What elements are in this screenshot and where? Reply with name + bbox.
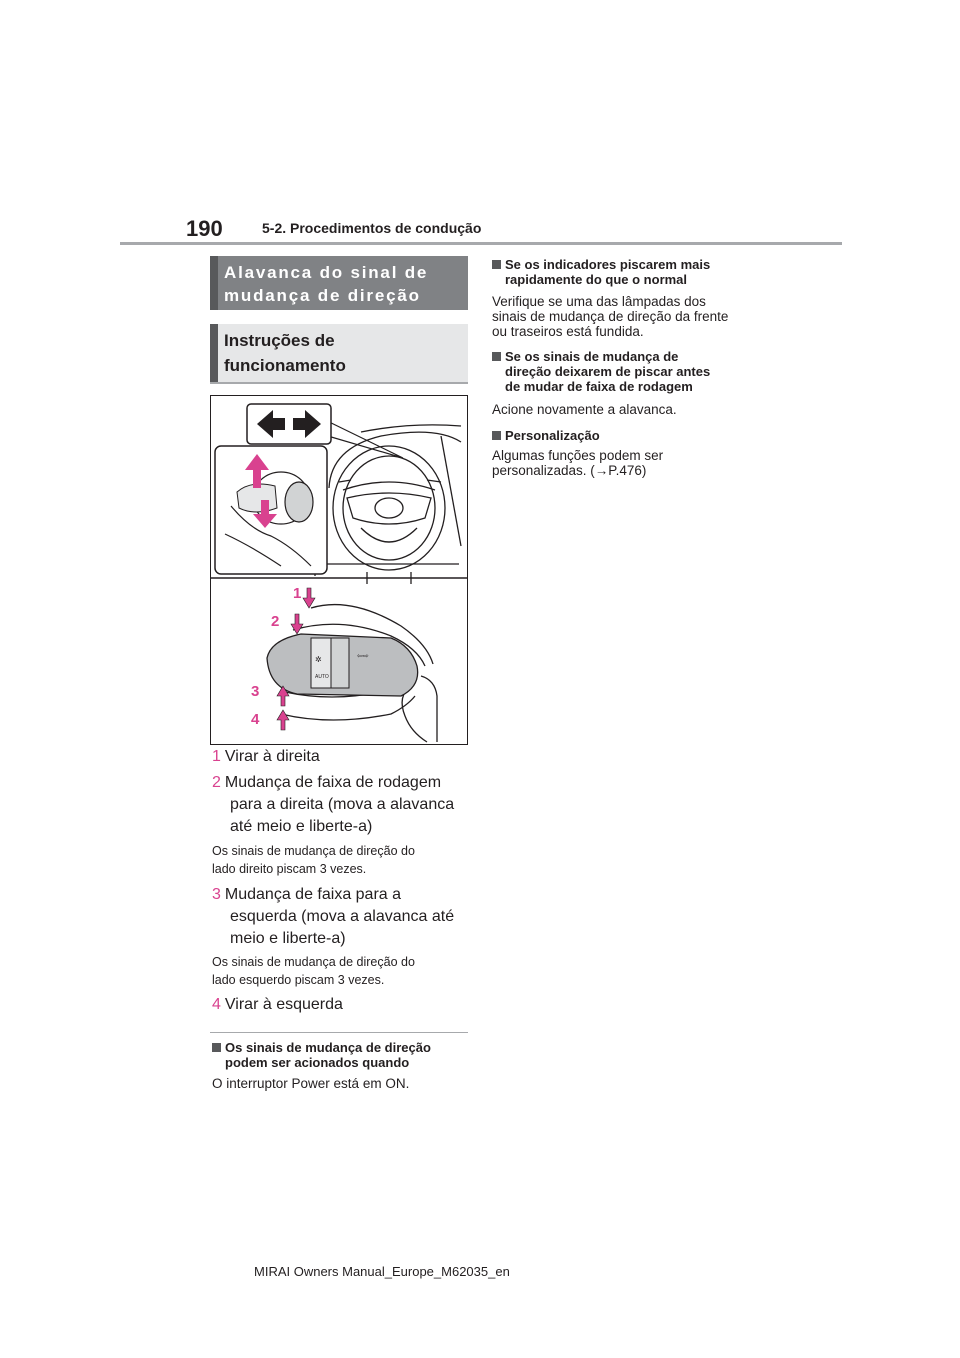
subbanner-title-line-2: funcionamento: [224, 356, 346, 375]
step-1: [212, 746, 470, 768]
step-2: [212, 772, 470, 838]
page-number: 190: [186, 216, 223, 241]
square-bullet-icon: [492, 260, 501, 269]
note-left-line-1: Os sinais de mudança de direção do: [212, 955, 415, 969]
callout-3: 3: [251, 683, 260, 700]
step-2-text-line-1: Mudança de faixa de rodagem: [224, 774, 442, 791]
header-rule: [120, 242, 842, 245]
subbanner-accent-bar: [210, 324, 218, 382]
svg-text:⇦⇨: ⇦⇨: [357, 653, 369, 660]
step-3: [212, 884, 470, 950]
step-3-text-line-1: Mudança de faixa para a: [224, 886, 402, 903]
section-divider: [210, 1032, 468, 1033]
turn-signal-illustration: [210, 395, 468, 745]
switch-label: AUTO: [315, 674, 329, 680]
block-activation-text: O interruptor Power está em ON.: [212, 1076, 410, 1091]
square-bullet-icon: [492, 352, 501, 361]
step-4-text: Virar à esquerda: [224, 996, 343, 1013]
footer-manual-id: MIRAI Owners Manual_Europe_M62035_en: [254, 1264, 510, 1279]
step-3-text-line-2: esquerda (mova a alavanca até: [230, 908, 455, 925]
section-banner: [210, 256, 468, 310]
block-activation-title: Os sinais de mudança de direção podem ser acionados quando: [212, 1040, 472, 1070]
step-3-text-line-3: meio e liberte-a): [230, 930, 346, 947]
banner-accent-bar: [210, 256, 218, 310]
note-right-signals: [212, 842, 470, 878]
callout-4: 4: [251, 711, 260, 728]
subsection-banner: [210, 324, 468, 384]
block-stop-flash-title: Se os sinais de mudança de direção deixarem de piscar antes de mudar de faixa de rodagem: [492, 349, 752, 394]
block-stop-flash-text: Acione novamente a alavanca.: [492, 402, 677, 417]
square-bullet-icon: [212, 1043, 221, 1052]
step-2-text-line-3: até meio e liberte-a): [230, 818, 373, 835]
block-customization-title: Personalização: [492, 428, 752, 443]
note-right-line-1: Os sinais de mudança de direção do: [212, 844, 415, 858]
block-fast-flash-text: Verifique se uma das lâmpadas dos sinais de mudança de direção da frente ou traseiros está fundida.: [492, 294, 729, 339]
banner-title-line-2: mudança de direção: [224, 286, 421, 305]
illustration-svg: [211, 396, 467, 744]
step-1-number: 1: [212, 748, 221, 765]
banner-title-line-1: Alavanca do sinal de: [224, 263, 429, 282]
step-4: [212, 994, 470, 1016]
block-fast-flash-title: Se os indicadores piscarem mais rapidamente do que o normal: [492, 257, 752, 287]
hand-lever-inset: [215, 446, 327, 574]
note-left-signals: [212, 953, 470, 989]
callout-1: 1: [293, 585, 302, 602]
square-bullet-icon: [492, 431, 501, 440]
step-3-number: 3: [212, 886, 221, 903]
step-1-text: Virar à direita: [224, 748, 320, 765]
note-left-line-2: lado esquerdo piscam 3 vezes.: [212, 973, 385, 987]
step-2-text-line-2: para a direita (mova a alavanca: [230, 796, 455, 813]
callout-2: 2: [271, 613, 280, 630]
arrow-indicators-icon: [247, 404, 331, 444]
step-2-number: 2: [212, 774, 221, 791]
svg-text:✲: ✲: [315, 655, 322, 664]
note-right-line-2: lado direito piscam 3 vezes.: [212, 862, 367, 876]
step-4-number: 4: [212, 996, 221, 1013]
subbanner-title-line-1: Instruções de: [224, 331, 335, 350]
section-title: 5-2. Procedimentos de condução: [262, 220, 482, 236]
block-customization-text: Algumas funções podem ser personalizadas. (→P.476): [492, 448, 664, 478]
